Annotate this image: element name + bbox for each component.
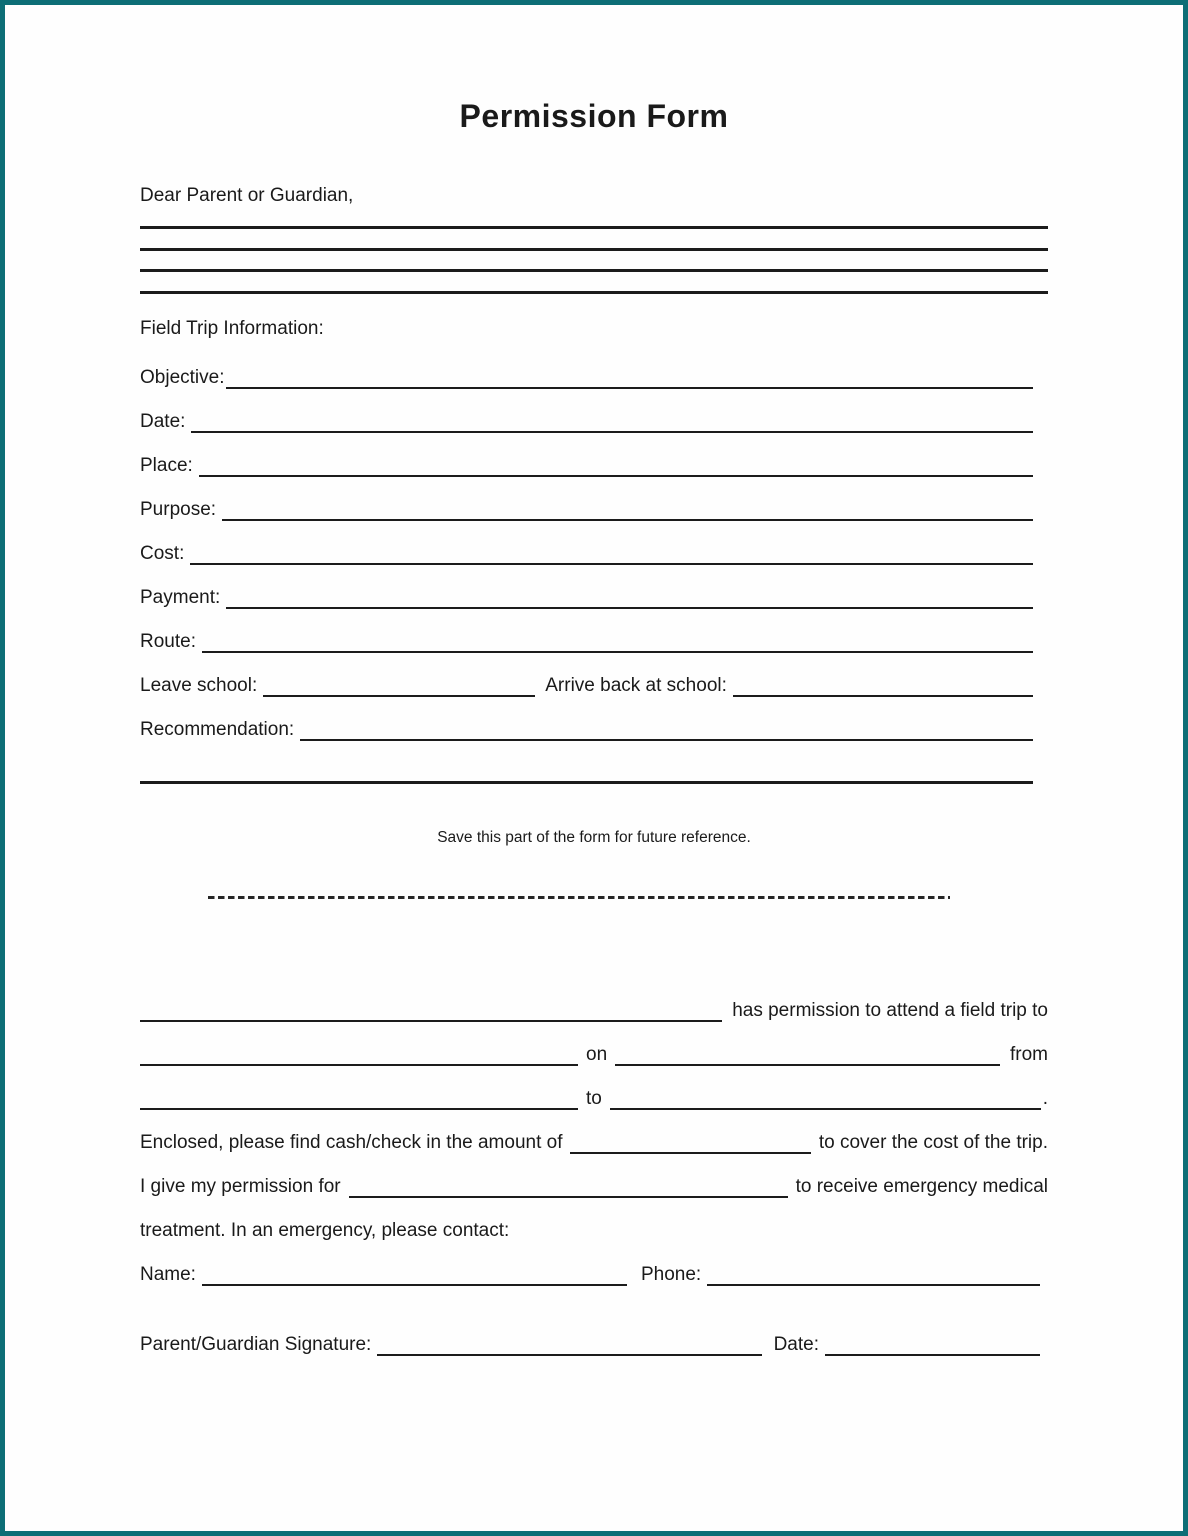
slip-row-contact [140, 1262, 1048, 1286]
recommendation-label: Recommendation: [140, 718, 295, 740]
blank-arrive-back-time [733, 673, 1033, 697]
blank-place [199, 453, 1033, 477]
section-heading-field-trip: Field Trip Information: [140, 317, 324, 339]
field-label-route: Route: [140, 630, 196, 652]
ruled-line [140, 248, 1048, 251]
slip-row-medical-line2 [140, 1218, 1048, 1242]
blank-purpose [222, 497, 1033, 521]
field-label-date: Date: [140, 410, 186, 432]
blank-recommendation [300, 717, 1033, 741]
blank-time-from [140, 1086, 578, 1110]
slip-word-on: on [586, 1043, 608, 1065]
slip-word-from: from [1010, 1043, 1048, 1065]
field-row-route [140, 629, 1048, 653]
intro-ruled-lines [140, 226, 1048, 294]
field-label-purpose: Purpose: [140, 498, 217, 520]
blank-contact-phone [707, 1262, 1040, 1286]
ruled-line [140, 226, 1048, 229]
slip-word-to: to [586, 1087, 602, 1109]
recommendation-overflow-line [140, 781, 1033, 784]
medical-text-suffix: to receive emergency medical [795, 1175, 1048, 1197]
salutation: Dear Parent or Guardian, [140, 185, 354, 206]
field-label-objective: Objective: [140, 366, 225, 388]
field-row-cost [140, 541, 1048, 565]
field-label-cost: Cost: [140, 542, 185, 564]
field-row-purpose [140, 497, 1048, 521]
field-row-place [140, 453, 1048, 477]
slip-row-destination-date [140, 1042, 1048, 1066]
blank-trip-date [615, 1042, 1000, 1066]
medical-text-prefix: I give my permission for [140, 1175, 341, 1197]
contact-name-label: Name: [140, 1263, 196, 1285]
contact-phone-label: Phone: [640, 1263, 702, 1285]
slip-row-medical [140, 1174, 1048, 1198]
slip-line1-text: has permission to attend a field trip to [732, 999, 1048, 1021]
blank-date [191, 409, 1033, 433]
blank-payment [226, 585, 1033, 609]
page-title: Permission Form [459, 98, 729, 134]
blank-signature-date [825, 1332, 1040, 1356]
blank-route [202, 629, 1033, 653]
blank-time-to [610, 1086, 1041, 1110]
slip-row-enclosed [140, 1130, 1048, 1154]
blank-amount [570, 1130, 810, 1154]
medical-text-line2: treatment. In an emergency, please contact: [140, 1219, 510, 1241]
leave-school-label: Leave school: [140, 674, 258, 696]
enclosed-text-prefix: Enclosed, please find cash/check in the amount of [140, 1131, 563, 1153]
field-label-payment: Payment: [140, 586, 221, 608]
slip-row-time-range [140, 1086, 1048, 1110]
save-notice: Save this part of the form for future reference. [437, 828, 751, 846]
blank-medical-person [349, 1174, 788, 1198]
ruled-line [140, 291, 1048, 294]
blank-objective [226, 365, 1033, 389]
blank-signature [377, 1332, 761, 1356]
blank-leave-school-time [263, 673, 535, 697]
field-row-date [140, 409, 1048, 433]
field-row-recommendation [140, 717, 1048, 741]
field-label-place: Place: [140, 454, 193, 476]
field-row-objective [140, 365, 1048, 389]
slip-row-student [140, 998, 1048, 1022]
blank-student-name [140, 998, 722, 1022]
field-row-times [140, 673, 1048, 697]
slip-row-signature [140, 1332, 1048, 1356]
signature-label: Parent/Guardian Signature: [140, 1333, 372, 1355]
arrive-back-label: Arrive back at school: [545, 674, 727, 696]
blank-destination [140, 1042, 578, 1066]
blank-cost [190, 541, 1033, 565]
tear-off-separator [208, 896, 950, 899]
signature-date-label: Date: [773, 1333, 819, 1355]
field-row-payment [140, 585, 1048, 609]
blank-contact-name [202, 1262, 627, 1286]
enclosed-text-suffix: to cover the cost of the trip. [818, 1131, 1048, 1153]
ruled-line [140, 269, 1048, 272]
slip-period: . [1042, 1087, 1048, 1109]
